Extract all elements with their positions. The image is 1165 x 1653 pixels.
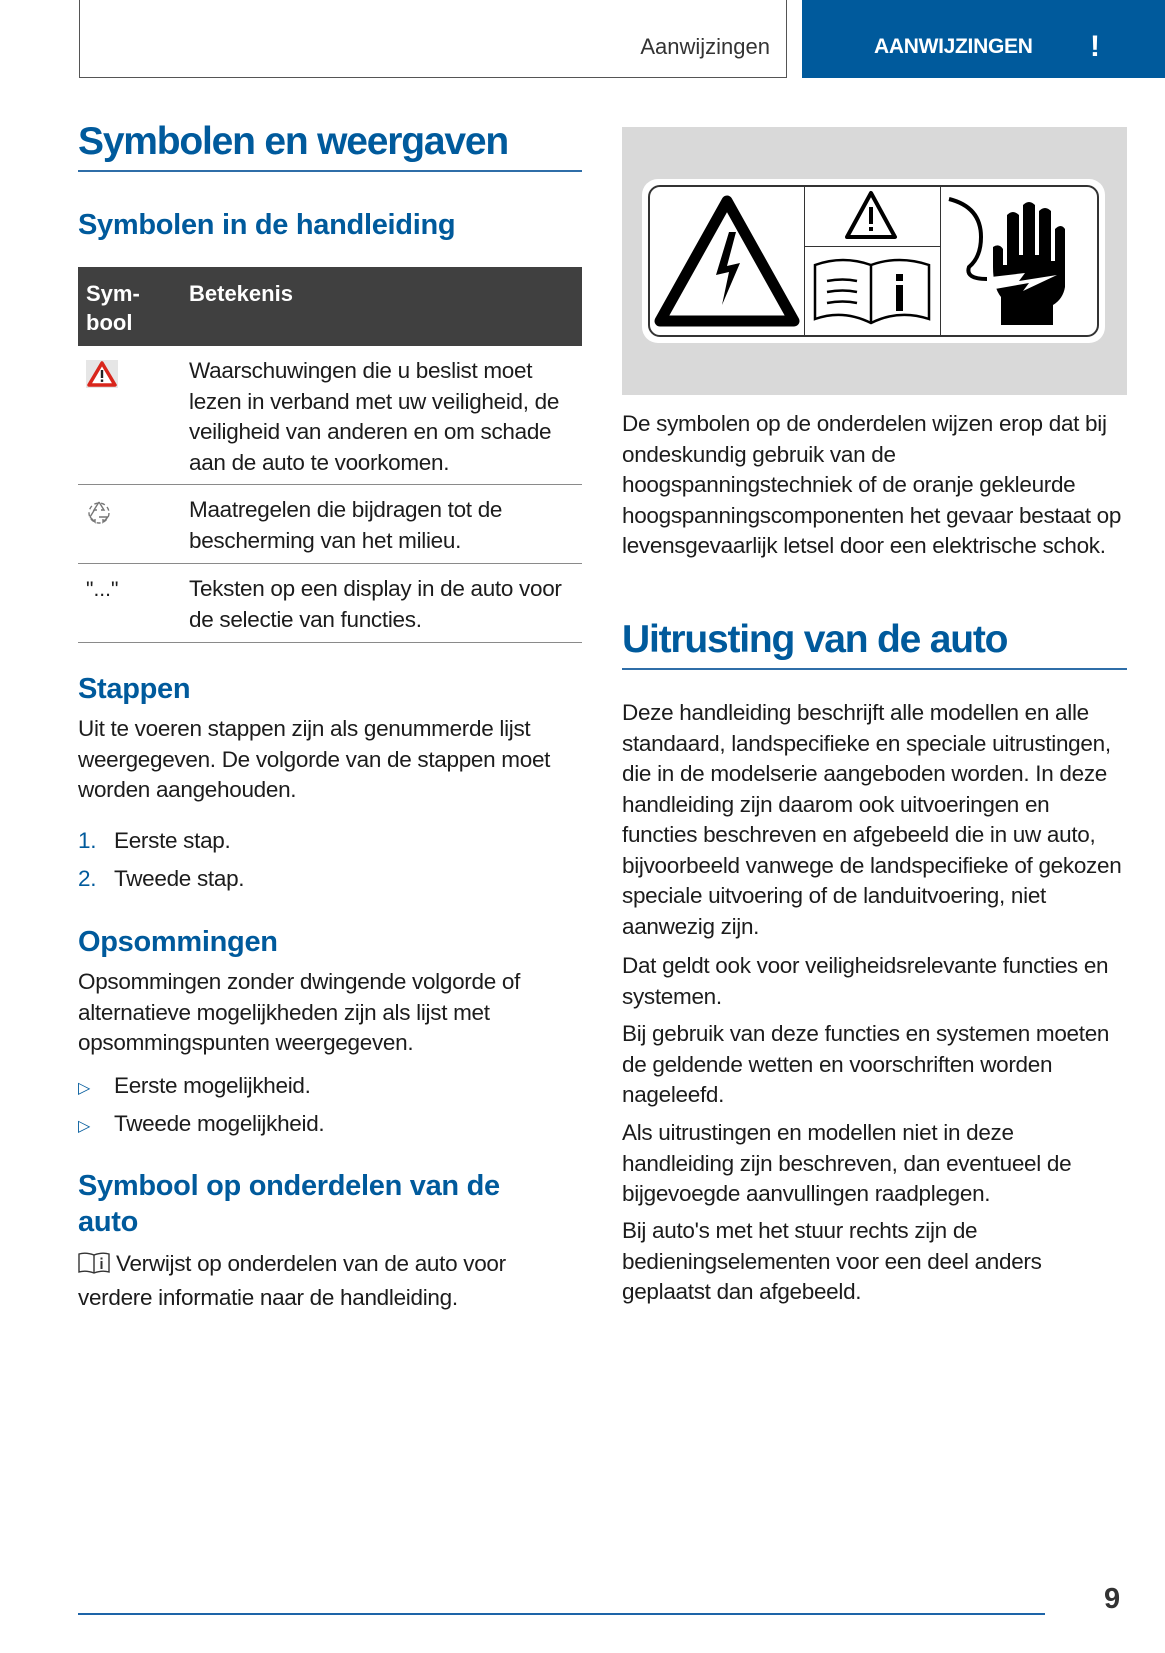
column-header-meaning: Betekenis xyxy=(189,281,293,306)
page-number: 9 xyxy=(1104,1583,1121,1615)
chapter-label: AANWIJZINGEN xyxy=(874,35,1033,58)
column-header-symbol xyxy=(86,279,140,337)
equipment-paragraph: Bij auto's met het stuur rechts zijn de bedieningselementen voor een deel anders geplaatst dan afgebeeld. xyxy=(622,1218,1042,1304)
symbols-table xyxy=(78,267,582,643)
triangle-bullet-icon: ▷ xyxy=(78,1118,91,1135)
steps-intro: Uit te voeren stappen zijn als genummerde lijst weergegeven. De volgorde van de stappen moet worden aangehouden. xyxy=(78,716,551,802)
table-row xyxy=(78,346,582,485)
chapter-tab[interactable] xyxy=(802,0,1165,78)
heading-symbols-in-manual: Symbolen in de handleiding xyxy=(78,209,456,241)
manual-info-icon xyxy=(78,1252,110,1283)
heading-part-symbol: Symbool op onderdelen van de auto xyxy=(78,1170,500,1238)
step-number: 2. xyxy=(78,866,97,891)
warning-triangle-icon xyxy=(86,360,118,394)
equipment-paragraph: Deze handleiding beschrijft alle modellen en alle standaard, landspecifieke en speciale uitrustingen, die in de modelserie aangeboden worden. In deze handleiding zijn daarom ook uitvoeringen en functies beschreven en afgebeeld die in uw auto, bijvoorbeeld vanwege de landspecifieke of gekozen speciale uitvoering of de landuitvoering, niet aanwezig zijn. xyxy=(622,700,1122,939)
equipment-paragraph: Als uitrustingen en modellen niet in deze handleiding zijn beschreven, dan eventueel de bijgevoegde aanvullingen raadplegen. xyxy=(622,1120,1072,1206)
caution-triangle-icon xyxy=(805,187,940,247)
open-book-info-icon xyxy=(805,247,940,337)
header-line: bool xyxy=(86,310,133,335)
list-item xyxy=(78,1109,324,1142)
enumerations-intro: Opsommingen zonder dwingende volgorde of alternatieve mogelijkheden zijn als lijst met opsommingspunten weergegeven. xyxy=(78,969,521,1055)
step-text: Eerste stap. xyxy=(114,828,231,853)
step-text: Tweede stap. xyxy=(114,866,245,891)
hv-warning-figure xyxy=(622,127,1127,395)
heading-enumerations: Opsommingen xyxy=(78,926,278,958)
heading-steps: Stappen xyxy=(78,673,191,705)
triangle-bullet-icon: ▷ xyxy=(78,1080,91,1097)
heading-equipment: Uitrusting van de auto xyxy=(622,618,1127,670)
list-item xyxy=(78,864,244,894)
step-number: 1. xyxy=(78,828,97,853)
exclamation-icon: ! xyxy=(1090,30,1100,63)
electric-shock-hand-icon xyxy=(941,187,1097,335)
running-header xyxy=(79,0,787,78)
page-title: Symbolen en weergaven xyxy=(78,120,582,172)
footer-rule xyxy=(78,1613,1045,1615)
recycle-icon xyxy=(86,499,112,531)
warning-sticker xyxy=(642,179,1105,343)
row-text: Waarschuwingen die u beslist moet lezen in verband met uw veiligheid, de veiligheid van anderen en om schade aan de auto te voorkomen. xyxy=(189,358,560,475)
list-item xyxy=(78,826,230,856)
table-row xyxy=(78,564,582,643)
table-row xyxy=(78,485,582,564)
figure-caption: De symbolen op de onderdelen wijzen erop dat bij ondeskundig gebruik van de hoogspanningstechniek of de oranje gekleurde hoogspanningscomponenten het gevaar bestaat op levensgevaarlijk letsel door een elektrische schok. xyxy=(622,411,1122,558)
equipment-paragraph: Bij gebruik van deze functies en systemen moeten de geldende wetten en voorschriften worden nageleefd. xyxy=(622,1021,1110,1107)
table-header xyxy=(78,267,582,346)
section-label: Aanwijzingen xyxy=(640,34,770,59)
equipment-paragraph: Dat geldt ook voor veiligheidsrelevante functies en systemen. xyxy=(622,953,1109,1009)
display-text-symbol: "..." xyxy=(86,578,119,601)
header-line: Sym- xyxy=(86,281,140,306)
caution-read-manual-icon xyxy=(805,187,941,335)
part-symbol-text xyxy=(78,1249,582,1313)
part-symbol-description: Verwijst op onderdelen van de auto voor verdere informatie naar de handleiding. xyxy=(78,1251,506,1310)
high-voltage-warning-icon xyxy=(650,187,805,335)
bullet-text: Eerste mogelijkheid. xyxy=(114,1073,311,1098)
bullet-text: Tweede mogelijkheid. xyxy=(114,1111,325,1136)
list-item xyxy=(78,1071,311,1104)
row-text: Teksten op een display in de auto voor de selectie van functies. xyxy=(189,576,562,632)
row-text: Maatregelen die bijdragen tot de bescherming van het milieu. xyxy=(189,497,503,553)
